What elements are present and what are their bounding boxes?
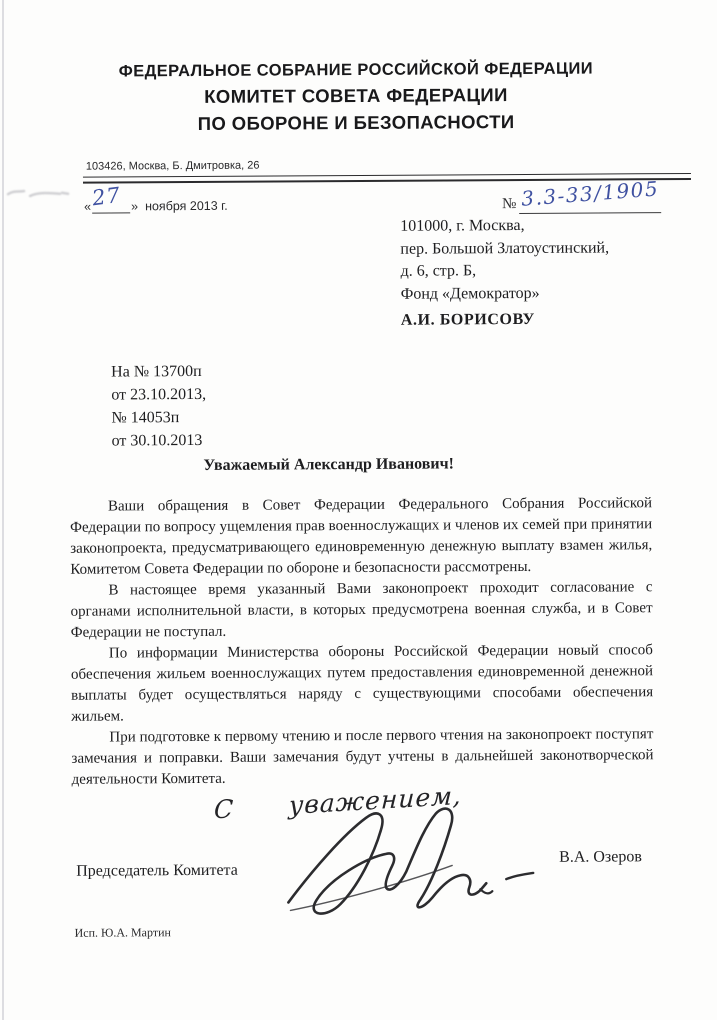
reference-line: от 30.10.2013 xyxy=(111,431,203,450)
reference-line: от 23.10.2013, xyxy=(111,385,207,404)
letterhead xyxy=(0,56,715,138)
recipient-address-line: Фонд «Демократор» xyxy=(400,284,540,303)
recipient-address xyxy=(400,214,609,305)
reference-line: На № 13700п xyxy=(111,362,202,381)
number-label: № xyxy=(502,196,517,213)
scan-smudge-artifact xyxy=(4,180,74,208)
org-name-line3: ПО ОБОРОНЕ И БЕЗОПАСНОСТИ xyxy=(197,111,515,134)
letter-body xyxy=(70,493,654,791)
body-paragraph: В настоящее время указанный Вами законопроект проходит согласование с органами исполнительной власти, в которых предусмотрена военная служба, и в Совет Федерации не поступал. xyxy=(70,579,653,641)
signature-scrawl xyxy=(282,805,541,917)
body-paragraph: По информации Министерства обороны Российской Федерации новый способ обеспечения жильем военнослужащих путем предоставления единовременной денежной выплаты будет осуществляться наряду с существующими способами обеспечения жильем. xyxy=(70,642,654,725)
salutation: Уважаемый Александр Иванович! xyxy=(203,455,455,474)
recipient-name: А.И. БОРИСОВУ xyxy=(400,310,535,329)
reference-block xyxy=(111,360,206,453)
handwritten-day: 27 xyxy=(90,182,123,211)
handwritten-number: 3.3-33/1905 xyxy=(520,176,660,211)
org-name-line2: КОМИТЕТ СОВЕТА ФЕДЕРАЦИИ xyxy=(204,84,508,107)
recipient-address-line: д. 6, стр. Б, xyxy=(400,262,477,280)
recipient-address-line: 101000, г. Москва, xyxy=(400,216,525,235)
org-name-line1: ФЕДЕРАЛЬНОЕ СОБРАНИЕ РОССИЙСКОЙ ФЕДЕРАЦИИ xyxy=(118,59,593,81)
handwritten-closing: С уважением, xyxy=(213,780,463,825)
body-paragraph: При подготовке к первому чтению и после первого чтения на законопроект поступят замечания и поправки. Ваши замечания будут учтены в дальнейшей законотворческой деятельности Комитета. xyxy=(71,726,654,788)
date-close-quote: » xyxy=(131,199,139,214)
recipient-address-line: пер. Большой Златоустинский, xyxy=(400,238,610,258)
signer-position: Председатель Комитета xyxy=(76,861,238,880)
body-paragraph: Ваши обращения в Совет Федерации Федерального Собрания Российской Федерации по вопросу ущемления прав военнослужащих и членов их семей при принятии законопроекта, предусматривающего единовременную денежную выплату взамен жилья, Комитетом Совета Федерации по обороне и безопасности рассмотрены. xyxy=(70,495,653,578)
letterhead-address: 103426, Москва, Б. Дмитровка, 26 xyxy=(85,159,260,173)
executor-note: Исп. Ю.А. Мартин xyxy=(74,925,171,940)
reference-line: № 14053п xyxy=(111,409,180,427)
signer-name: В.А. Озеров xyxy=(559,848,642,866)
date-month-year: ноября 2013 г. xyxy=(145,198,228,214)
date-open-quote: « xyxy=(84,199,92,214)
